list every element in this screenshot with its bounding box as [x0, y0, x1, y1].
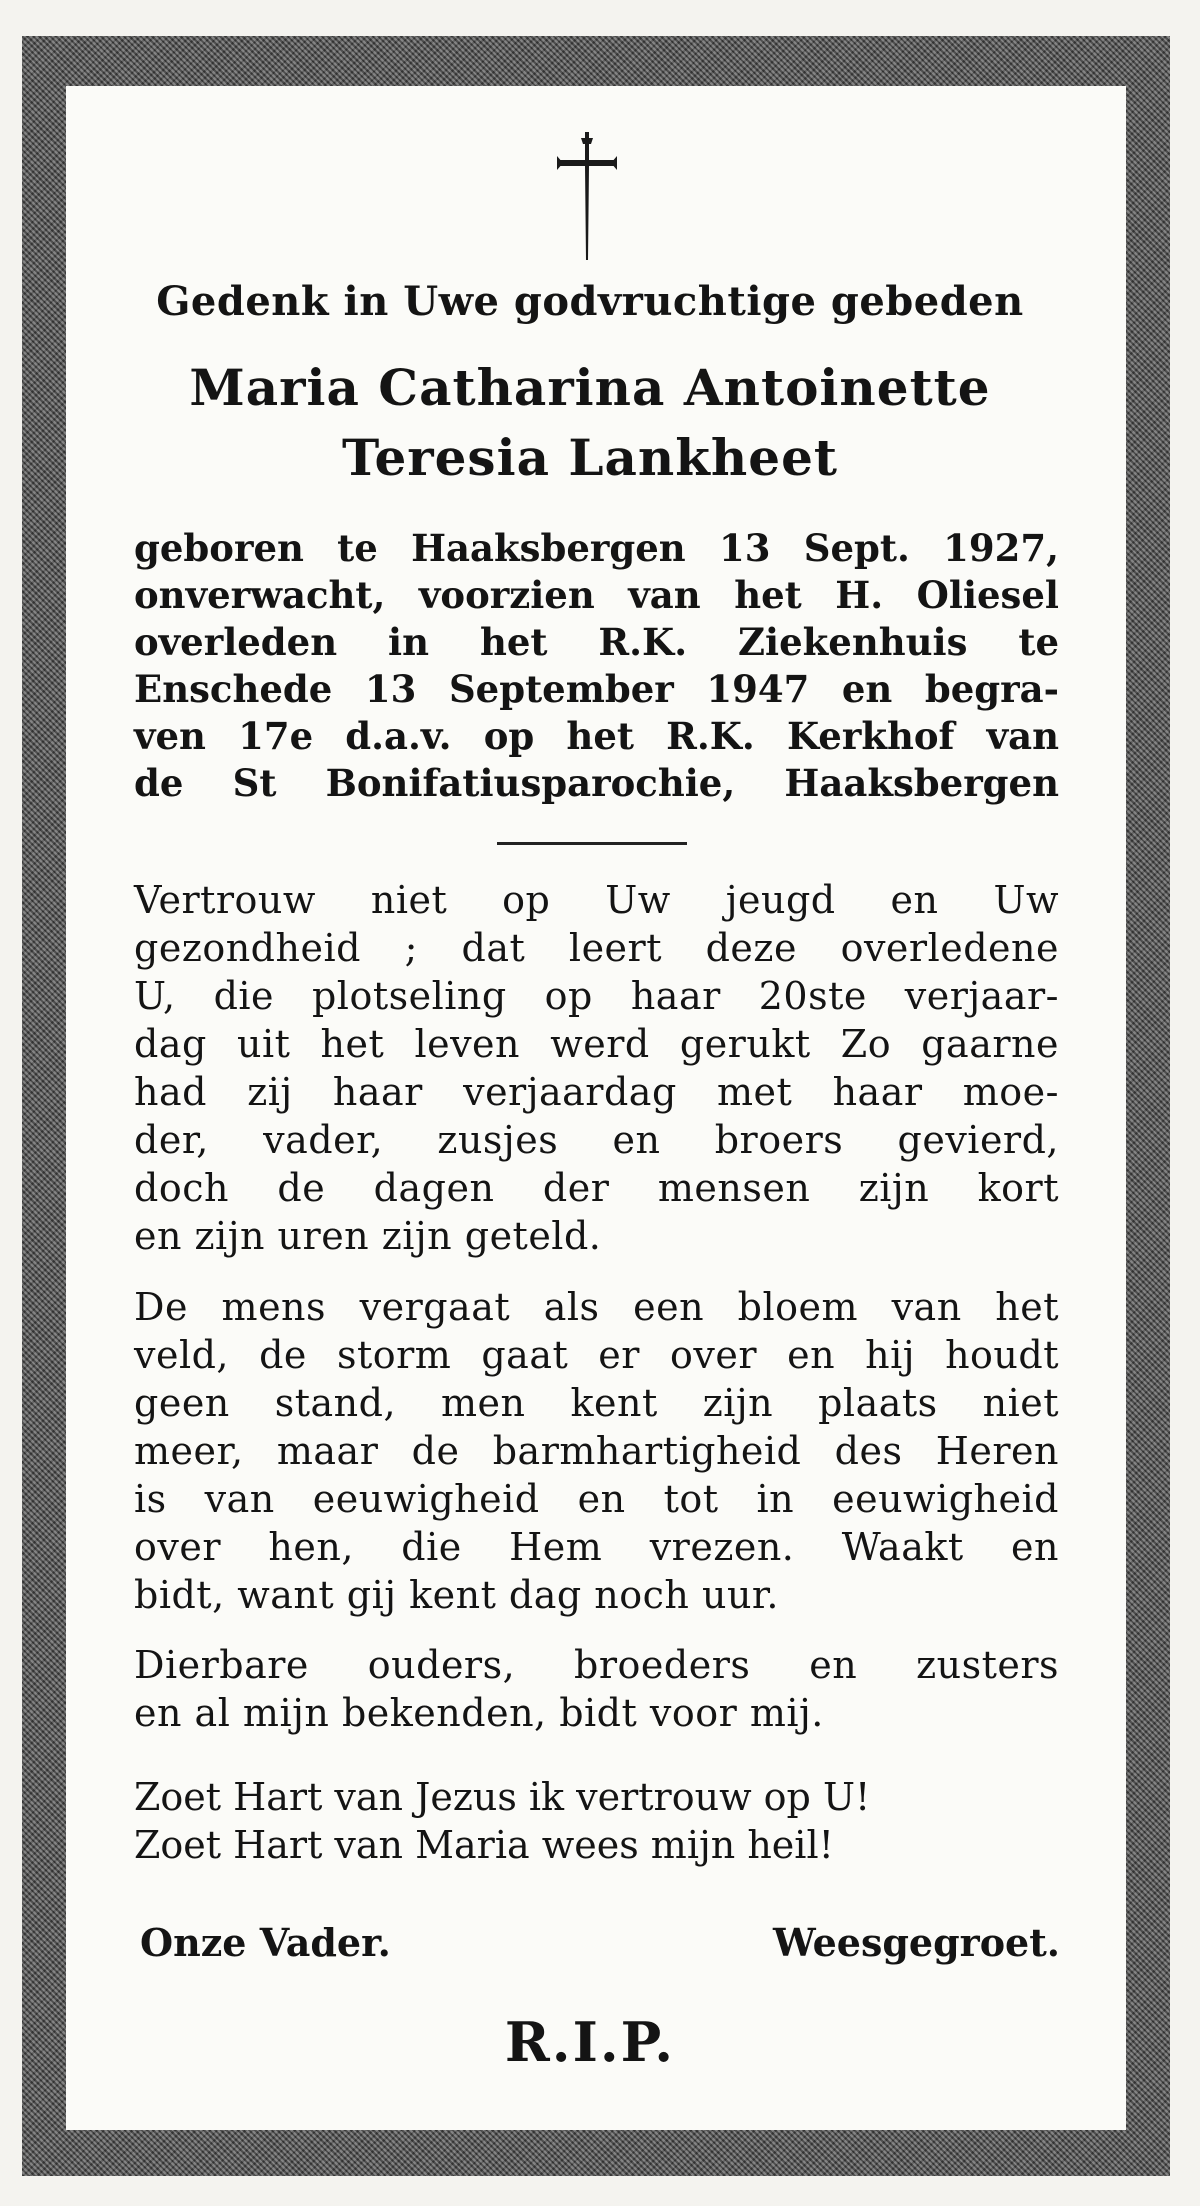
bio-line: Enschede 13 September 1947 en begra- — [134, 667, 1059, 711]
verse-line: had zij haar verjaardag met haar moe- — [134, 1070, 1059, 1114]
divider — [497, 842, 687, 845]
verse-line: bidt, want gij kent dag noch uur. — [134, 1573, 780, 1617]
verse-line: over hen, die Hem vrezen. Waakt en — [134, 1525, 1059, 1569]
cross-icon — [555, 132, 619, 262]
rip-text: R.I.P. — [504, 2010, 676, 2074]
verse-line: De mens vergaat als een bloem van het — [134, 1285, 1059, 1329]
verse-line: Dierbare ouders, broeders en zusters — [134, 1643, 1059, 1687]
verse-line: U, die plotseling op haar 20ste verjaar- — [134, 974, 1059, 1018]
deceased-name-line-2: Teresia Lankheet — [341, 428, 838, 487]
bio-line: ven 17e d.a.v. op het R.K. Kerkhof van — [134, 714, 1059, 758]
bio-line: geboren te Haaksbergen 13 Sept. 1927, — [134, 526, 1059, 570]
verse-line: der, vader, zusjes en broers gevierd, — [134, 1118, 1059, 1162]
verse-line: Vertrouw niet op Uw jeugd en Uw — [134, 878, 1059, 922]
verse-line: meer, maar de barmhartigheid des Heren — [134, 1429, 1059, 1473]
prayer-onze-vader: Onze Vader. — [140, 1920, 391, 1965]
prayer-weesgegroet: Weesgegroet. — [773, 1920, 1060, 1965]
intro-text: Gedenk in Uwe godvruchtige gebeden — [156, 278, 1024, 325]
verse-line: gezondheid ; dat leert deze overledene — [134, 926, 1059, 970]
prayer-line: Zoet Hart van Jezus ik vertrouw op U! — [134, 1775, 871, 1819]
deceased-name-line-1: Maria Catharina Antoinette — [189, 358, 991, 417]
bio-line: de St Bonifatiusparochie, Haaksbergen — [134, 761, 1059, 805]
verse-line: geen stand, men kent zijn plaats niet — [134, 1381, 1059, 1425]
verse-line: en zijn uren zijn geteld. — [134, 1214, 602, 1258]
verse-line: en al mijn bekenden, bidt voor mij. — [134, 1691, 824, 1735]
prayer-line: Zoet Hart van Maria wees mijn heil! — [134, 1823, 834, 1867]
verse-line: dag uit het leven werd gerukt Zo gaarne — [134, 1022, 1059, 1066]
verse-line: is van eeuwigheid en tot in eeuwigheid — [134, 1477, 1059, 1521]
bio-line: overleden in het R.K. Ziekenhuis te — [134, 620, 1059, 664]
verse-line: doch de dagen der mensen zijn kort — [134, 1166, 1059, 1210]
verse-line: veld, de storm gaat er over en hij houdt — [134, 1333, 1059, 1377]
bio-line: onverwacht, voorzien van het H. Oliesel — [134, 573, 1059, 617]
